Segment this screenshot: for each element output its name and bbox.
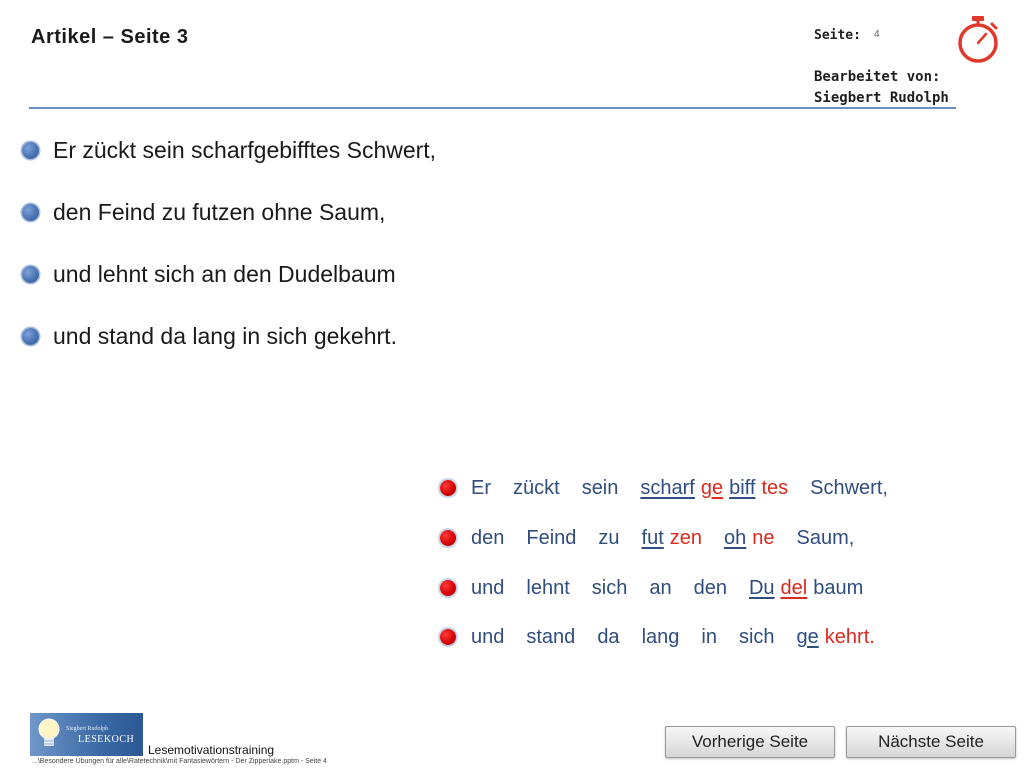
previous-page-button[interactable]: Vorherige Seite	[665, 726, 835, 758]
syllable: zu	[598, 526, 620, 549]
syllable: biff	[729, 476, 756, 499]
bullet-icon	[440, 480, 456, 496]
syllable: zen	[669, 526, 703, 549]
syllable-line-1	[440, 475, 910, 501]
bullet-icon	[22, 204, 39, 221]
bullet-icon	[440, 580, 456, 596]
syllable: fut	[641, 526, 664, 549]
poem-line-2	[22, 198, 385, 226]
syllable: in	[701, 625, 717, 648]
stopwatch-icon[interactable]	[954, 14, 1002, 64]
bullet-icon	[22, 142, 39, 159]
bullet-icon	[440, 629, 456, 645]
page-label: Seite:	[814, 28, 861, 43]
syllable: oh	[724, 526, 747, 549]
syllable: sich	[591, 576, 628, 599]
syllable: baum	[813, 576, 864, 599]
syllable: del	[780, 576, 808, 599]
poem-text: den Feind zu futzen ohne Saum,	[53, 198, 386, 225]
poem-line-1	[22, 136, 436, 164]
syllable-line-4	[440, 624, 897, 650]
poem-line-4	[22, 322, 397, 350]
syllable: Du	[748, 576, 775, 599]
poem-text: Er zückt sein scharfgebifftes Schwert,	[53, 136, 437, 163]
syllable: tes	[761, 476, 789, 499]
syllable: ge	[700, 476, 724, 499]
syllable-text	[471, 527, 876, 550]
syllable: Feind	[526, 526, 577, 549]
poem-text: und stand da lang in sich gekehrt.	[53, 322, 397, 349]
syllable: den	[471, 526, 505, 549]
lesekoch-logo	[30, 713, 143, 756]
bullet-icon	[22, 328, 39, 345]
page-number: 4	[874, 29, 880, 40]
syllable-text	[471, 477, 910, 500]
editor-name: Siegbert Rudolph	[814, 90, 949, 106]
page-title: Artikel – Seite 3	[31, 26, 189, 48]
logo-brand: LESEKOCH	[78, 734, 135, 745]
logo-author: Siegbert Rudolph	[66, 726, 109, 732]
syllable-text	[471, 577, 885, 600]
syllable: lehnt	[526, 576, 570, 599]
syllable: Saum,	[796, 526, 855, 549]
syllable-line-2	[440, 525, 876, 551]
syllable: an	[649, 576, 672, 599]
poem-line-3	[22, 260, 396, 288]
syllable: da	[597, 625, 620, 648]
syllable: zückt	[513, 476, 560, 499]
syllable: Schwert,	[810, 476, 888, 499]
editor-info	[814, 67, 949, 109]
syllable: den	[693, 576, 727, 599]
lightbulb-icon	[36, 717, 62, 751]
syllable: und	[471, 576, 505, 599]
poem-text: und lehnt sich an den Dudelbaum	[53, 260, 396, 287]
next-page-button[interactable]: Nächste Seite	[846, 726, 1016, 758]
syllable: kehrt.	[824, 625, 875, 648]
bullet-icon	[22, 266, 39, 283]
syllable: sein	[581, 476, 619, 499]
footer-title: Lesemotivationstraining	[148, 743, 275, 757]
syllable: ne	[752, 526, 775, 549]
syllable: sich	[738, 625, 775, 648]
syllable: lang	[641, 625, 680, 648]
syllable-line-3	[440, 575, 885, 601]
syllable: Er	[471, 476, 491, 499]
syllable: stand	[526, 625, 576, 648]
syllable-text	[471, 626, 897, 649]
footer-file-path: ...\Besondere Übungen für alle\Ratetechnik\mit Fantasiewörtern - Der Zipperlake.pptm - Seite 4	[32, 758, 327, 765]
editor-label: Bearbeitet von:	[814, 69, 941, 85]
header-divider	[29, 107, 956, 109]
syllable: ge	[796, 625, 819, 648]
syllable: scharf	[640, 476, 695, 499]
syllable: und	[471, 625, 505, 648]
bullet-icon	[440, 530, 456, 546]
